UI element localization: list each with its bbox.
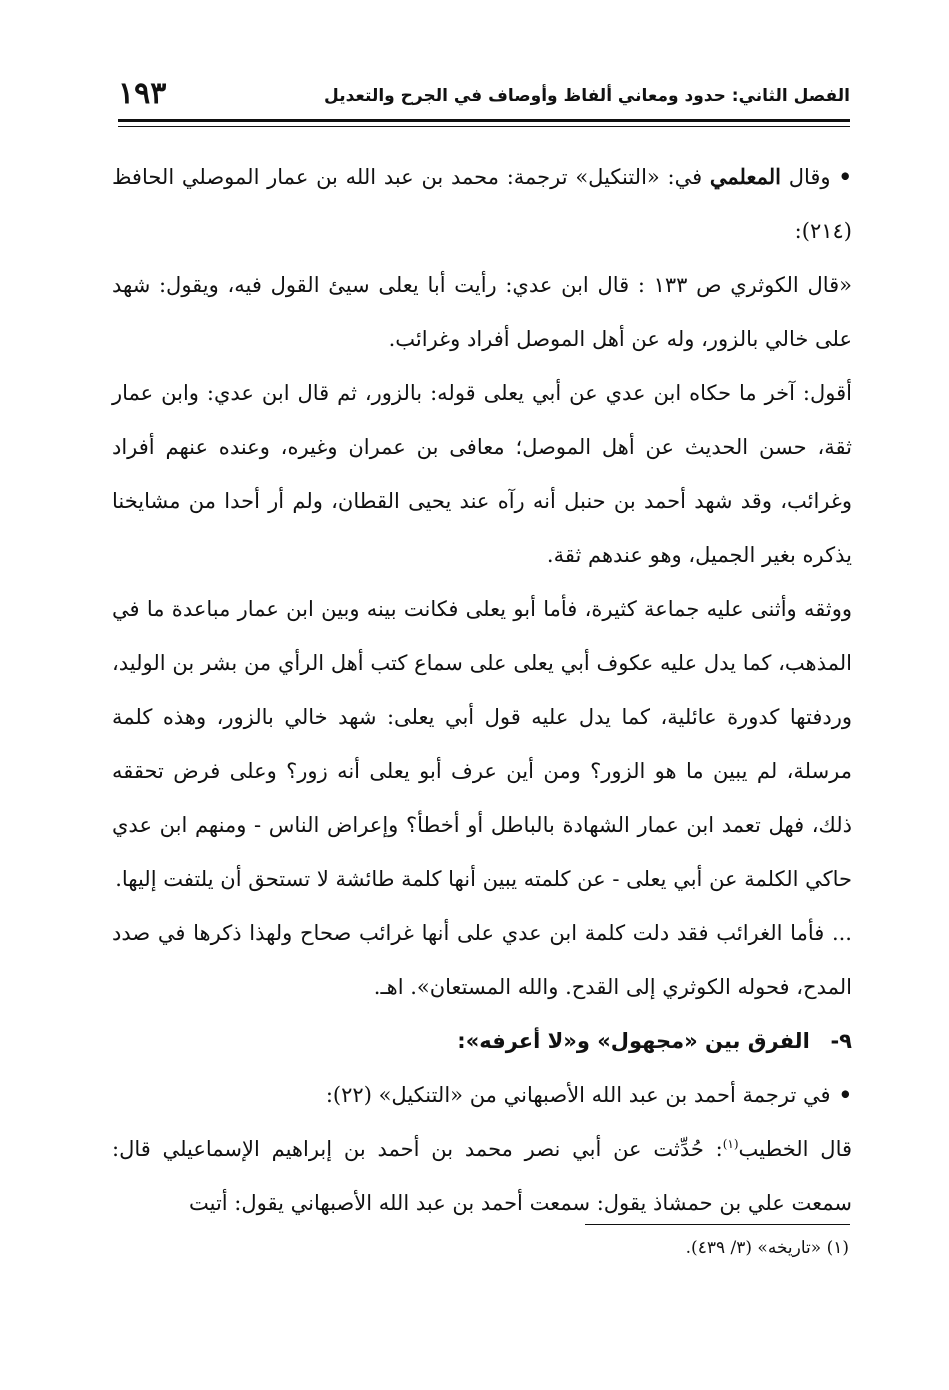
heading-number: ٩- <box>830 1029 852 1053</box>
paragraph-5: ... فأما الغرائب فقد دلت كلمة ابن عدي على أنها غرائب صحاح ولهذا ذكرها في صدد المدح، فحوله الكوثري إلى القدح. والله المستعان». اهـ. <box>112 921 852 999</box>
p1-lead: وقال <box>788 165 831 189</box>
bullet-icon: • <box>838 1082 852 1107</box>
section-heading <box>112 1014 852 1068</box>
paragraph-3: أقول: آخر ما حكاه ابن عدي عن أبي يعلى قوله: بالزور، ثم قال ابن عدي: وابن عمار ثقة، حسن الحديث عن أهل الموصل؛ معافى بن عمران وغيره، وعنده عنهم أفراد وغرائب، وقد شهد أحمد بن حنبل أنه رآه عند يحيى القطان، ولم أر أحدا من مشايخنا يذكره بغير الجميل، وهو عندهم ثقة. <box>112 381 852 567</box>
p7-rest: : حُدِّثت عن أبي نصر محمد بن أحمد بن إبراهيم الإسماعيلي قال: سمعت علي بن حمشاذ يقول: سمعت أحمد بن عبد الله الأصبهاني يقول: أتيت <box>112 1137 852 1215</box>
paragraph-1 <box>112 150 852 258</box>
paragraph-7 <box>112 1122 852 1230</box>
header-rule-thin <box>118 126 850 127</box>
body-text <box>112 150 852 1230</box>
paragraph-6 <box>112 1068 852 1122</box>
p7-start: قال الخطيب <box>738 1137 853 1161</box>
heading-text: الفرق بين «مجهول» و«لا أعرفه»: <box>457 1029 810 1053</box>
bullet-icon: • <box>838 164 852 189</box>
page-number: ١٩٣ <box>118 76 167 111</box>
footnote: (١) «تاريخه» (٣/ ٤٣٩). <box>685 1238 849 1258</box>
page-header <box>118 72 850 112</box>
paragraph-4: ووثقه وأثنى عليه جماعة كثيرة، فأما أبو يعلى فكانت بينه وبين ابن عمار مباعدة ما في المذهب، كما يدل عليه عكوف أبي يعلى على سماع كتب أهل الرأي من بشر بن الوليد، وردفتها كدورة عائلية، كما يدل عليه قول أبي يعلى: شهد خالي بالزور، وهذه كلمة مرسلة، لم يبين ما هو الزور؟ ومن أين عرف أبو يعلى أنه زور؟ وعلى فرض تحققه ذلك، فهل تعمد ابن عمار الشهادة بالباطل أو أخطأ؟ وإعراض الناس - ومنهم ابن عدي حاكي الكلمة عن أبي يعلى - عن كلمته يبين أنها كلمة طائشة لا تستحق أن يلتفت إليها. <box>112 597 852 891</box>
author-name: المعلمي <box>709 164 781 189</box>
paragraph-2: «قال الكوثري ص ١٣٣ : قال ابن عدي: رأيت أبا يعلى سيئ القول فيه، ويقول: شهد على خالي بالزور، وله عن أهل الموصل أفراد وغرائب. <box>112 273 852 351</box>
header-rule-thick <box>118 119 850 122</box>
footnote-rule <box>585 1224 850 1225</box>
running-title: الفصل الثاني: حدود ومعاني ألفاظ وأوصاف في الجرح والتعديل <box>324 86 850 106</box>
footnote-ref[interactable]: (١) <box>722 1137 739 1151</box>
p1-rest: في: «التنكيل» ترجمة: محمد بن عبد الله بن عمار الموصلي الحافظ (٢١٤): <box>112 165 852 243</box>
p6-text: في ترجمة أحمد بن عبد الله الأصبهاني من «التنكيل» (٢٢): <box>325 1083 831 1107</box>
